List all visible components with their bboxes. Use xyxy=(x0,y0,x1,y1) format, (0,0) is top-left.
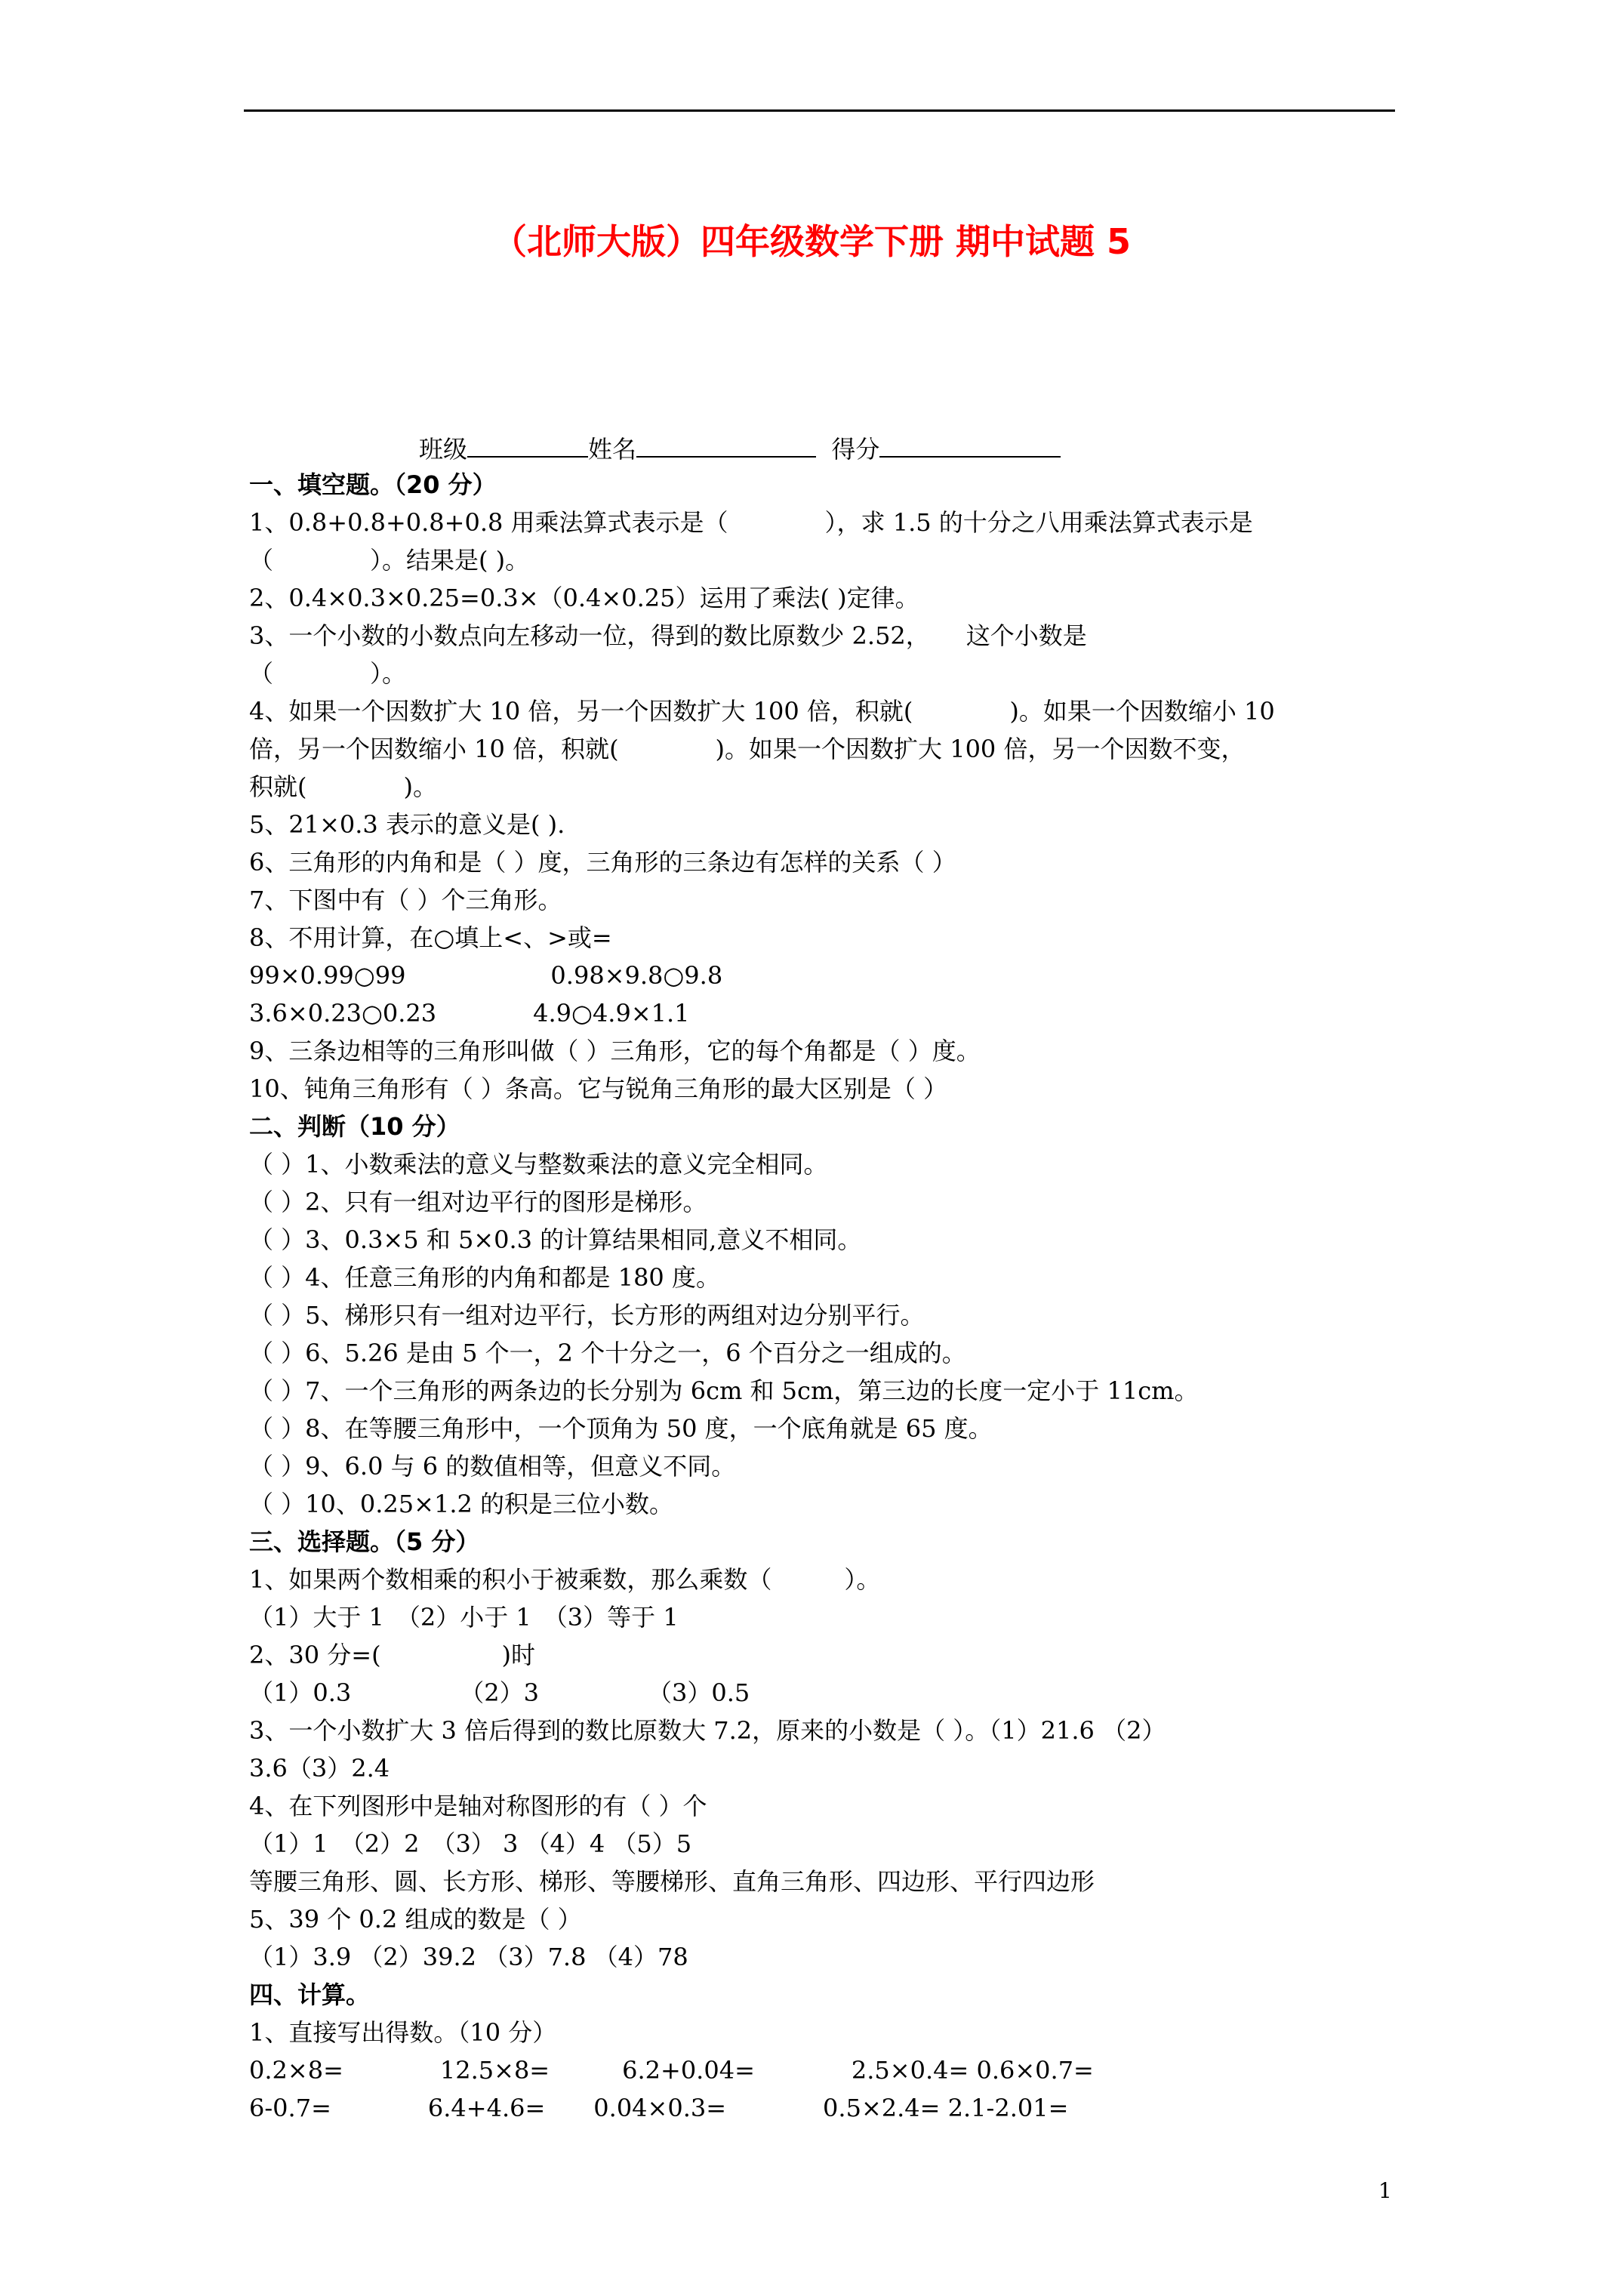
question-line: 5、39 个 0.2 组成的数是（ ） xyxy=(249,1905,582,1934)
question-line: （ ）6、5.26 是由 5 个一，2 个十分之一，6 个百分之一组成的。 xyxy=(249,1339,966,1367)
question-line: 3、一个小数扩大 3 倍后得到的数比原数大 7.2，原来的小数是（ ）。（1）21.6 （2） xyxy=(249,1716,1166,1745)
header-rule xyxy=(244,109,1395,112)
section-heading: 一、填空题。（20 分） xyxy=(249,470,497,499)
question-line: （ ）9、6.0 与 6 的数值相等，但意义不同。 xyxy=(249,1452,736,1481)
question-line: （ ）7、一个三角形的两条边的长分别为 6cm 和 5cm，第三边的长度一定小于 11cm。 xyxy=(249,1376,1199,1405)
class-label: 班级 xyxy=(419,435,468,464)
name-label: 姓名 xyxy=(588,435,637,464)
score-blank[interactable] xyxy=(879,429,1061,458)
question-line: 积就( )。 xyxy=(249,772,437,801)
question-line: 6-0.7= 6.4+4.6= 0.04×0.3= 0.5×2.4= 2.1-2.01= xyxy=(249,2094,1069,2122)
question-line: 等腰三角形、圆、长方形、梯形、等腰梯形、直角三角形、四边形、平行四边形 xyxy=(249,1867,1095,1896)
question-line: 4、如果一个因数扩大 10 倍，另一个因数扩大 100 倍，积就( )。如果一个因数缩小 10 xyxy=(249,697,1275,726)
question-line: （1）大于 1 （2）小于 1 （3）等于 1 xyxy=(249,1603,679,1632)
question-line: （ ）1、小数乘法的意义与整数乘法的意义完全相同。 xyxy=(249,1150,828,1179)
question-line: 3.6×0.23○0.23 4.9○4.9×1.1 xyxy=(249,999,690,1028)
class-blank[interactable] xyxy=(467,429,588,458)
question-line: 7、下图中有（ ）个三角形。 xyxy=(249,886,562,914)
section-heading: 三、选择题。（5 分） xyxy=(249,1527,480,1556)
question-line: 8、不用计算，在○填上<、>或= xyxy=(249,923,612,952)
question-line: 5、21×0.3 表示的意义是( ). xyxy=(249,810,565,839)
question-line: 倍，另一个因数缩小 10 倍，积就( )。如果一个因数扩大 100 倍，另一个因数不变， xyxy=(249,735,1246,763)
question-line: 4、在下列图形中是轴对称图形的有（ ）个 xyxy=(249,1792,707,1820)
question-line: 99×0.99○99 0.98×9.8○9.8 xyxy=(249,961,723,990)
question-line: 10、钝角三角形有（ ）条高。它与锐角三角形的最大区别是（ ） xyxy=(249,1074,948,1103)
page-title: （北师大版）四年级数学下册 期中试题 5 xyxy=(491,221,1132,262)
question-line: （ ）8、在等腰三角形中，一个顶角为 50 度，一个底角就是 65 度。 xyxy=(249,1414,993,1443)
question-line: 1、0.8+0.8+0.8+0.8 用乘法算式表示是（ ），求 1.5 的十分之八用乘法算式表示是 xyxy=(249,508,1253,537)
question-line: （ ）。 xyxy=(249,659,407,688)
page-number: 1 xyxy=(1378,2178,1392,2203)
question-line: （1）0.3 （2）3 （3）0.5 xyxy=(249,1678,750,1707)
question-line: 2、30 分=( )时 xyxy=(249,1641,536,1669)
question-line: 6、三角形的内角和是（ ）度，三角形的三条边有怎样的关系（ ） xyxy=(249,848,956,877)
section-heading: 四、计算。 xyxy=(249,1980,371,2009)
section-heading: 二、判断（10 分） xyxy=(249,1112,460,1141)
exam-content xyxy=(249,466,1412,2127)
student-info-line xyxy=(419,429,1061,468)
question-line: （ ）4、任意三角形的内角和都是 180 度。 xyxy=(249,1263,720,1292)
question-line: 3、一个小数的小数点向左移动一位，得到的数比原数少 2.52， 这个小数是 xyxy=(249,621,1087,650)
question-line: 9、三条边相等的三角形叫做（ ）三角形，它的每个角都是（ ）度。 xyxy=(249,1037,981,1065)
question-line: （1）3.9 （2）39.2 （3）7.8 （4）78 xyxy=(249,1943,688,1971)
question-line: 1、直接写出得数。（10 分） xyxy=(249,2018,557,2047)
score-label: 得分 xyxy=(831,435,880,464)
question-line: （ ）10、0.25×1.2 的积是三位小数。 xyxy=(249,1490,674,1518)
question-line: 1、如果两个数相乘的积小于被乘数，那么乘数（ ）。 xyxy=(249,1565,881,1594)
question-line: （ ）5、梯形只有一组对边平行，长方形的两组对边分别平行。 xyxy=(249,1301,925,1330)
question-line: （1）1 （2）2 （3） 3 （4）4 （5）5 xyxy=(249,1829,692,1858)
question-line: 0.2×8= 12.5×8= 6.2+0.04= 2.5×0.4= 0.6×0.7= xyxy=(249,2056,1094,2085)
question-line: （ ）3、0.3×5 和 5×0.3 的计算结果相同,意义不相同。 xyxy=(249,1225,862,1254)
question-line: （ ）。结果是( )。 xyxy=(249,546,530,575)
question-line: 2、0.4×0.3×0.25=0.3×（0.4×0.25）运用了乘法( )定律。 xyxy=(249,584,919,612)
name-blank[interactable] xyxy=(636,429,816,458)
question-line: （ ）2、只有一组对边平行的图形是梯形。 xyxy=(249,1188,707,1216)
question-line: 3.6（3）2.4 xyxy=(249,1754,390,1783)
